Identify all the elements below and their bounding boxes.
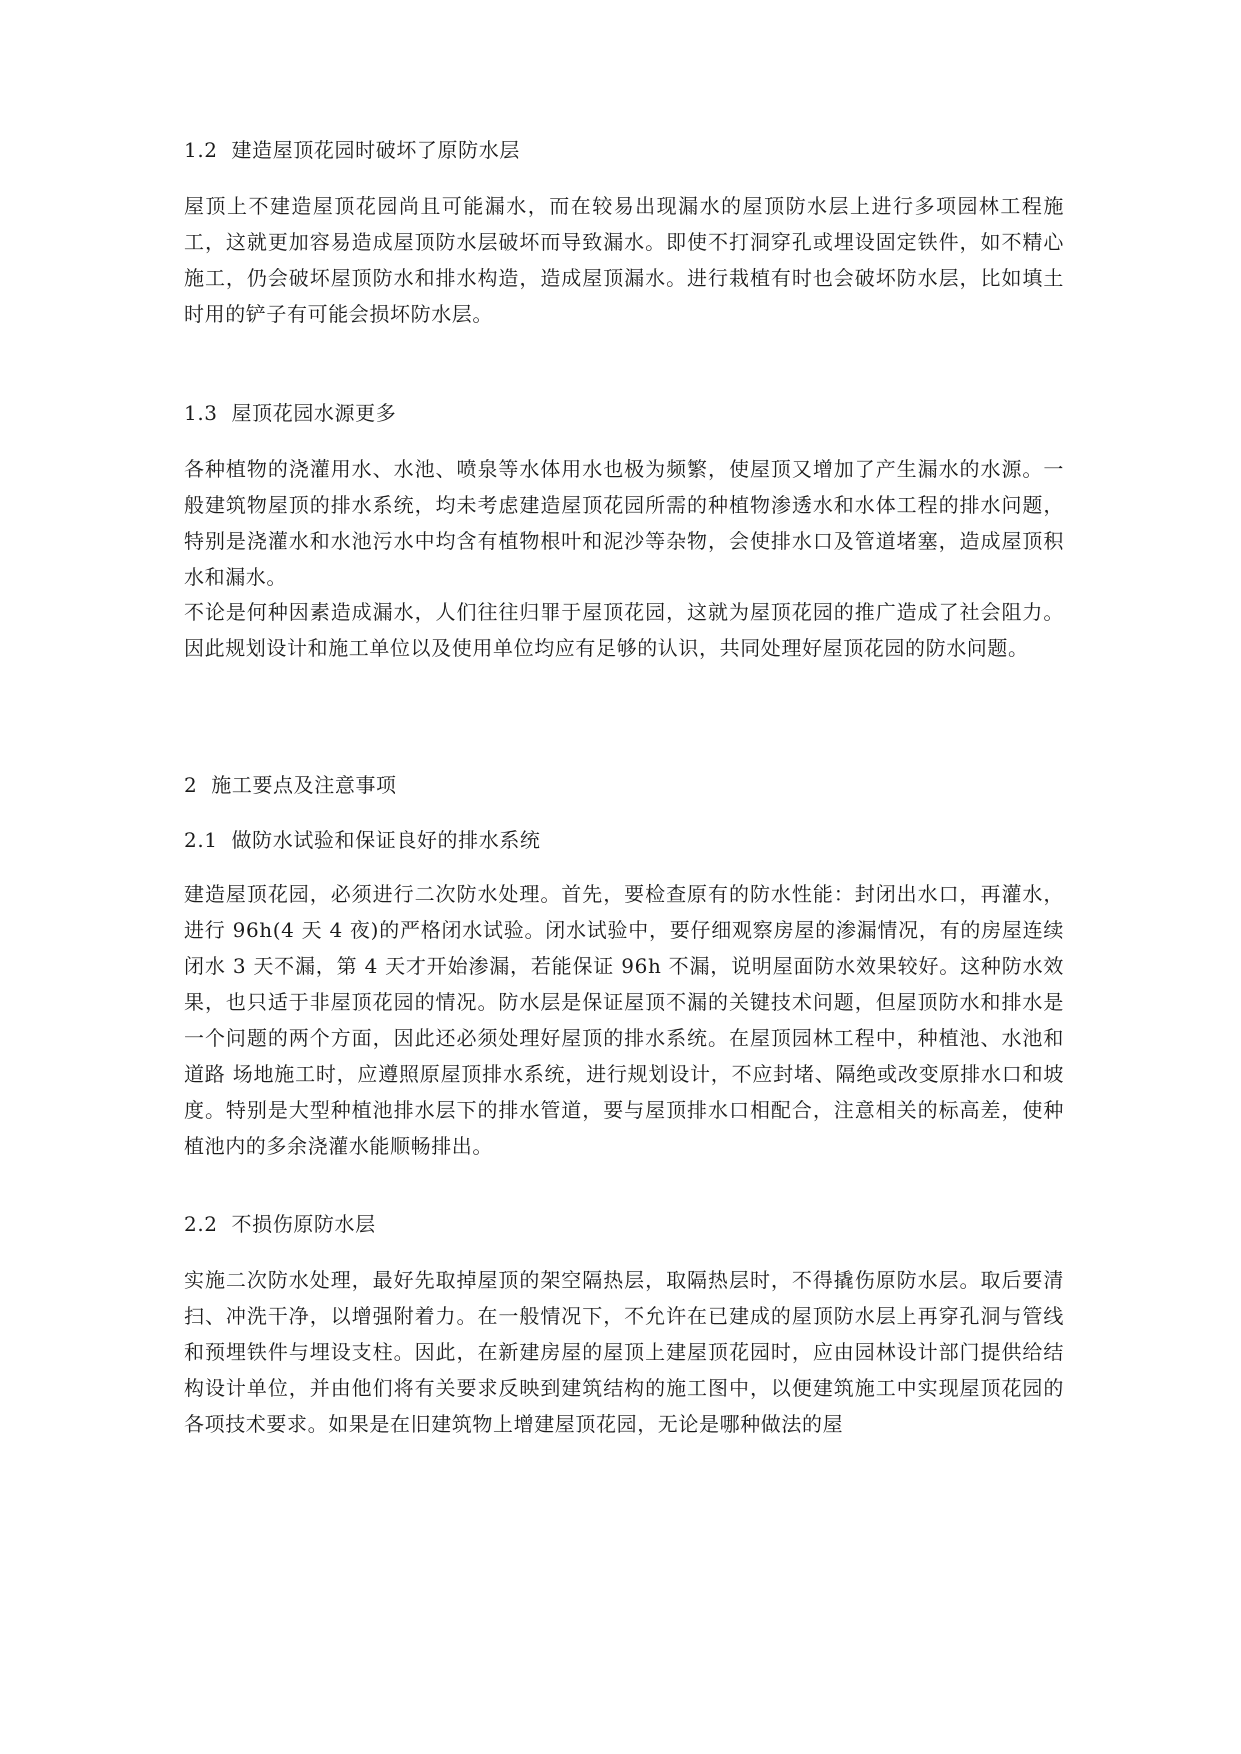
paragraph-1-3-a: 各种植物的浇灌用水、水池、喷泉等水体用水也极为频繁，使屋顶又增加了产生漏水的水源。一般建筑物屋顶的排水系统，均未考虑建造屋顶花园所需的种植物渗透水和水体工程的排水问题，特别是浇灌水和水池污水中均含有植物根叶和泥沙等杂物，会使排水口及管道堵塞，造成屋顶积水和漏水。: [184, 457, 1064, 589]
section-heading-2-1: 2.1 做防水试验和保证良好的排水系统: [184, 828, 541, 852]
paragraph-2-1: 建造屋顶花园，必须进行二次防水处理。首先，要检查原有的防水性能：封闭出水口，再灌水，进行 96h(4 天 4 夜)的严格闭水试验。闭水试验中，要仔细观察房屋的渗漏情况，有的房屋连续闭水 3 天不漏，第 4 天才开始渗漏，若能保证 96h 不漏，说明屋面防水效果较好。这种防水效果，也只适于非屋顶花园的情况。防水层是保证屋顶不漏的关键技术问题，但屋顶防水和排水是一个问题的两个方面，因此还必须处理好屋顶的排水系统。在屋顶园林工程中，种植池、水池和道路 场地施工时，应遵照原屋顶排水系统，进行规划设计，不应封堵、隔绝或改变原排水口和坡度。特别是大型种植池排水层下的排水管道，要与屋顶排水口相配合，注意相关的标高差，使种植池内的多余浇灌水能顺畅排出。: [184, 882, 1064, 1158]
paragraph-1-2: 屋顶上不建造屋顶花园尚且可能漏水，而在较易出现漏水的屋顶防水层上进行多项园林工程施工，这就更加容易造成屋顶防水层破坏而导致漏水。即使不打洞穿孔或埋设固定铁件，如不精心施工，仍会破坏屋顶防水和排水构造，造成屋顶漏水。进行栽植有时也会破坏防水层，比如填土时用的铲子有可能会损坏防水层。: [184, 194, 1064, 326]
section-heading-1-3: 1.3 屋顶花园水源更多: [184, 401, 397, 425]
section-heading-2: 2 施工要点及注意事项: [184, 773, 397, 797]
paragraph-1-3-b: 不论是何种因素造成漏水，人们往往归罪于屋顶花园，这就为屋顶花园的推广造成了社会阻力。因此规划设计和施工单位以及使用单位均应有足够的认识，共同处理好屋顶花园的防水问题。: [184, 600, 1064, 660]
section-heading-1-2: 1.2 建造屋顶花园时破坏了原防水层: [184, 138, 520, 162]
section-heading-2-2: 2.2 不损伤原防水层: [184, 1212, 376, 1236]
paragraph-2-2: 实施二次防水处理，最好先取掉屋顶的架空隔热层，取隔热层时，不得撬伤原防水层。取后要清扫、冲洗干净，以增强附着力。在一般情况下，不允许在已建成的屋顶防水层上再穿孔洞与管线和预埋铁件与埋设支柱。因此，在新建房屋的屋顶上建屋顶花园时，应由园林设计部门提供给结构设计单位，并由他们将有关要求反映到建筑结构的施工图中，以便建筑施工中实现屋顶花园的各项技术要求。如果是在旧建筑物上增建屋顶花园，无论是哪种做法的屋: [184, 1268, 1064, 1436]
